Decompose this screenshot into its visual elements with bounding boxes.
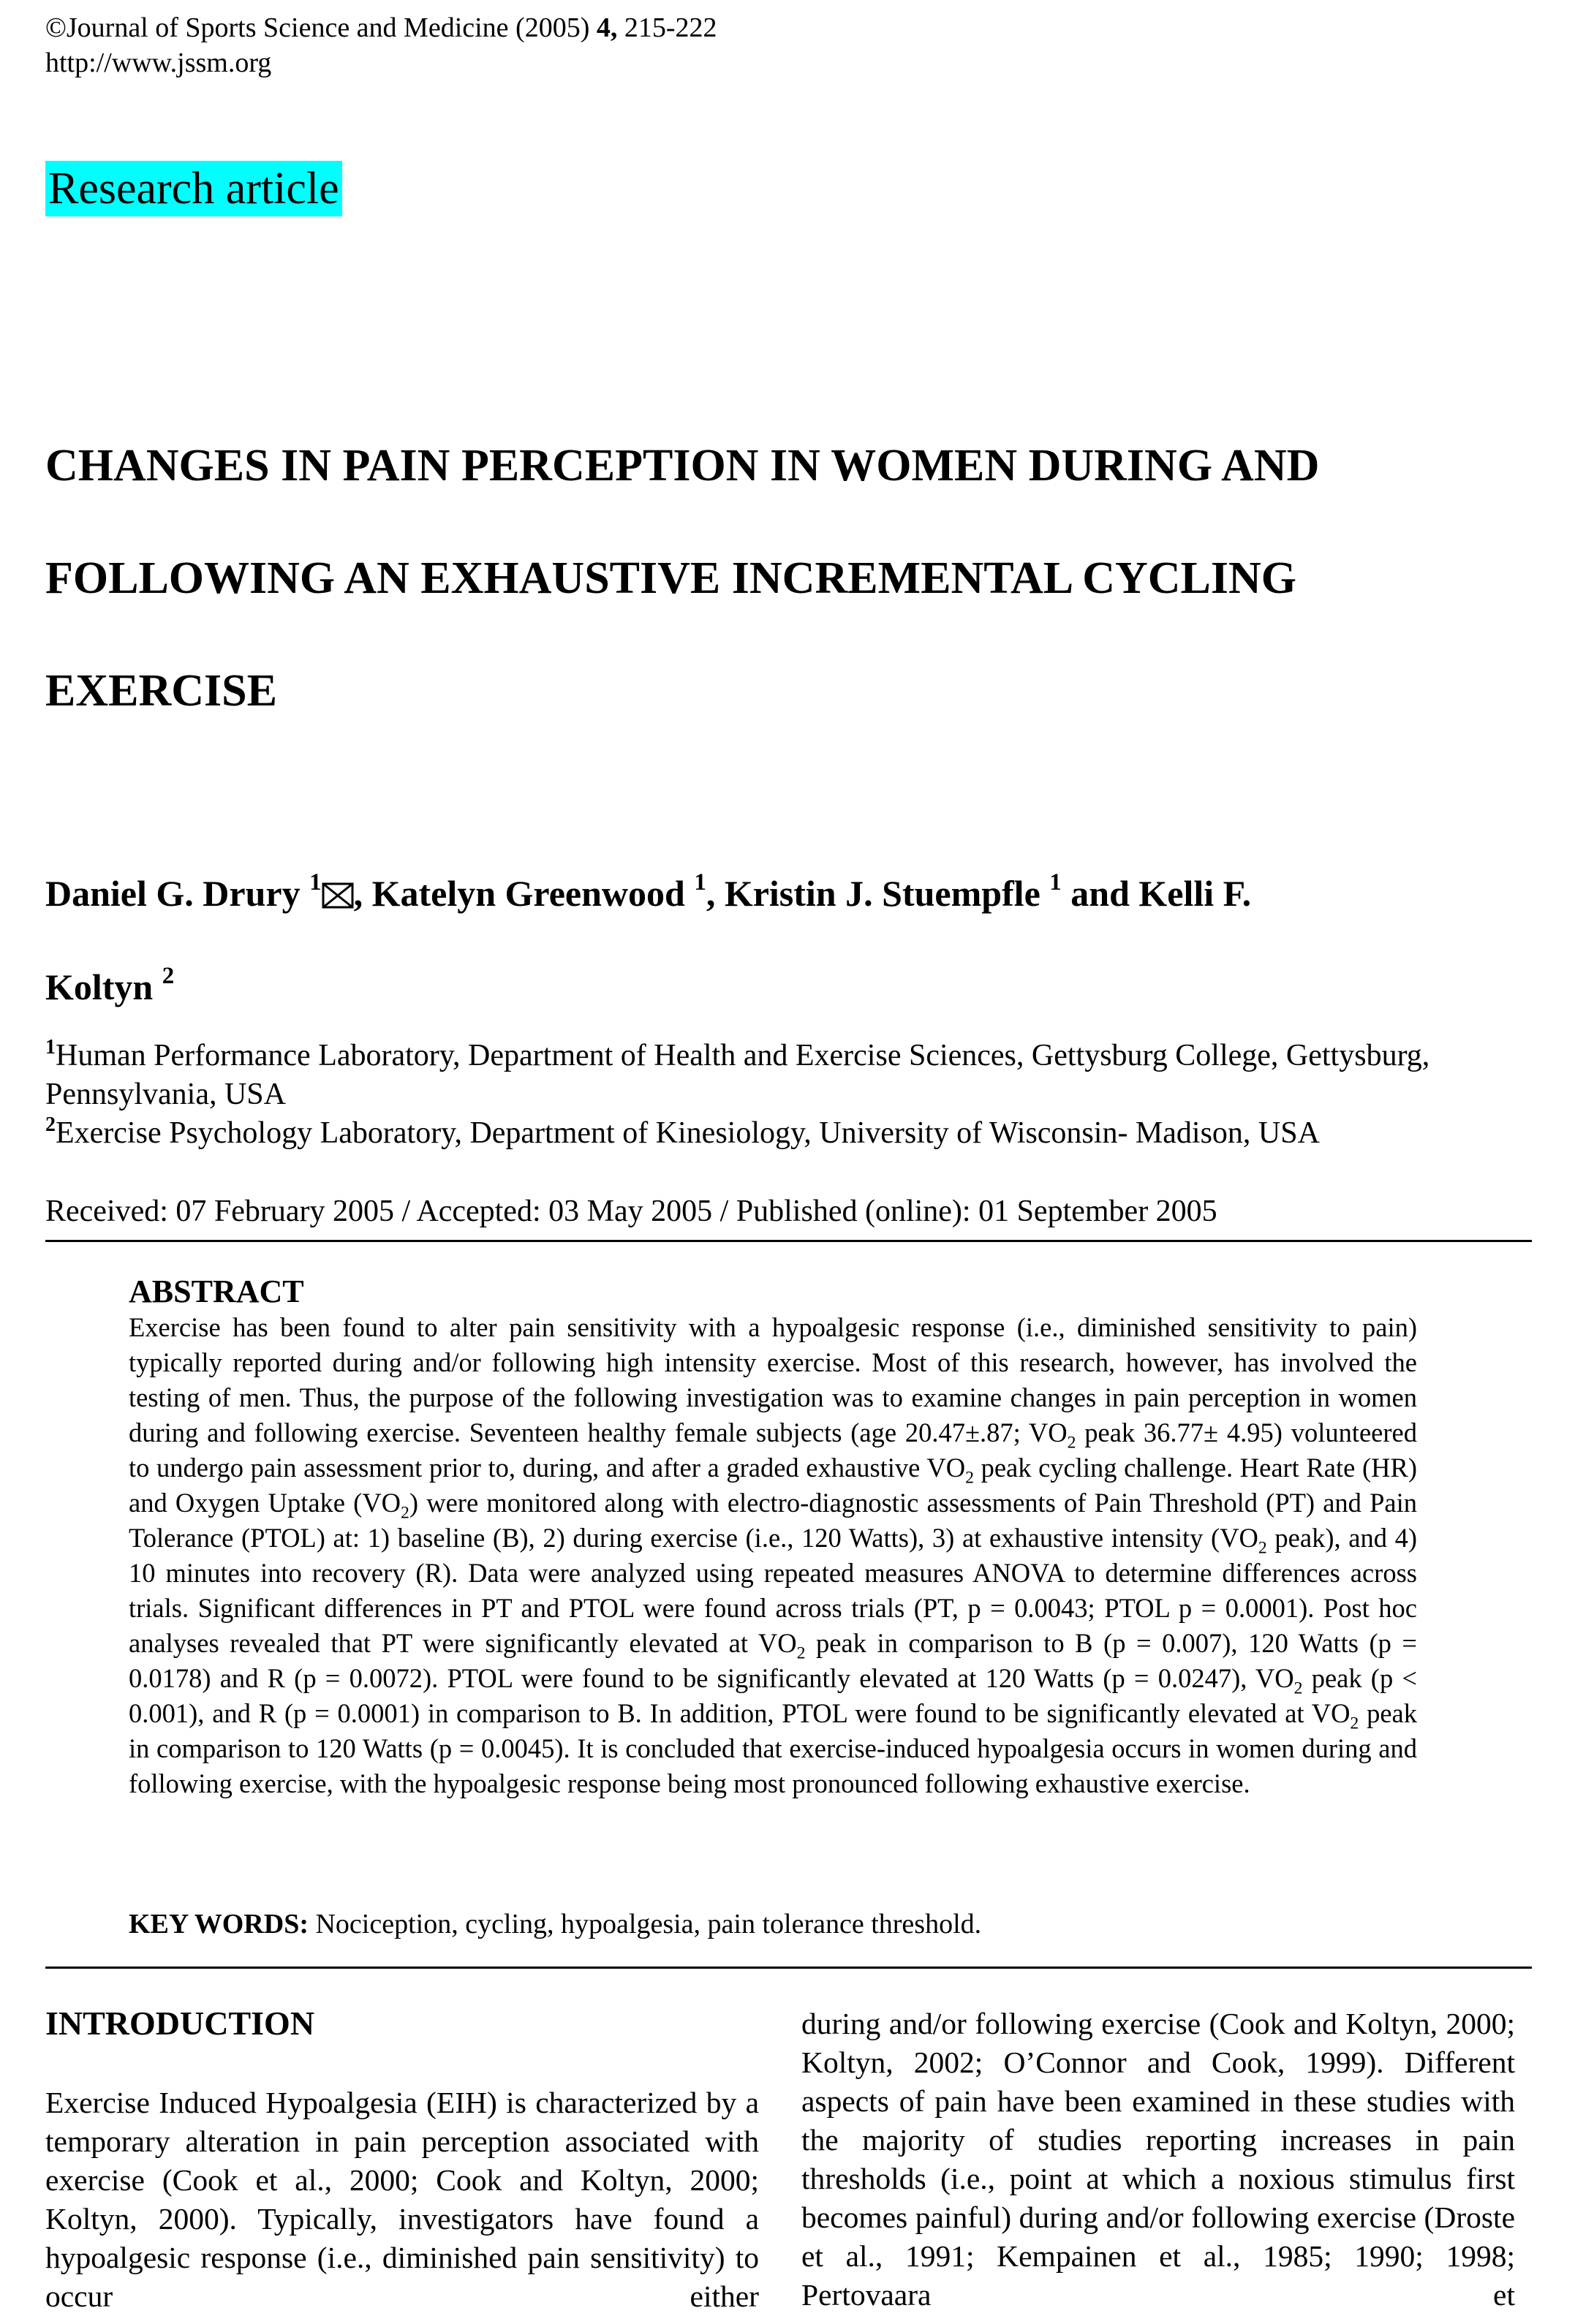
abstract-text: Exercise has been found to alter pain sensitivity with a hypoalgesic response (i.e., diminished sensitivity to pain) typically reported during and/or following high intensity exercise. Most of this research, however, has involved the testing of men. Thus, the purpose of the following investigation was to examine changes in pain perception in women during and following exercise. Seventeen healthy female subjects (age 20.47±.87; $VO_2$ peak 36.77± 4.95) volunteered to undergo pain assessment prior to, during, and after a graded exhaustive $VO_2$ peak cycling challenge. Heart Rate (HR) and Oxygen Uptake $(VO_2)$ were monitored along with electro-diagnostic assessments of Pain Threshold (PT) and Pain Tolerance (PTOL) at: 1) baseline (B), 2) during exercise (i.e., 120 Watts), 3) at exhaustive intensity ($VO_2$ peak), and 4) 10 minutes into recovery (R). Data were analyzed using repeated measures ANOVA to determine differences across trials. Significant differences in PT and PTOL were found across trials (PT, p = 0.0043; PTOL p = 0.0001). Post hoc analyses revealed that PT were significantly elevated at $VO_2$ peak in comparison to B (p = 0.007), 120 Watts (p = 0.0178) and R (p = 0.0072). PTOL were found to be significantly elevated at 120 Watts (p = 0.0247), $VO_2$ peak (p < 0.001), and R (p = 0.0001) in comparison to B. In addition, PTOL were found to be significantly elevated at $VO_2$ peak in comparison to 120 Watts (p = 0.0045). It is concluded that exercise-induced hypoalgesia occurs in women during and following exercise, with the hypoalgesic response being most pronounced following exhaustive exercise. <box>129 1312 1418 1798</box>
keywords: KEY WORDS: Nociception, cycling, hypoalgesia, pain tolerance threshold. <box>129 1909 982 1939</box>
title-line: CHANGES IN PAIN PERCEPTION IN WOMEN DURING AND <box>45 441 1320 491</box>
divider <box>45 1967 1532 1969</box>
publication-dates: Received: 07 February 2005 / Accepted: 03 May 2005 / Published (online): 01 September 2005 <box>45 1195 1217 1228</box>
journal-url[interactable]: http://www.jssm.org <box>45 48 272 78</box>
affiliation-1: $^1$Human Performance Laboratory, Department of Health and Exercise Sciences, Gettysburg College, Gettysburg, Pennsylvania, USA <box>45 1036 1430 1111</box>
envelope-icon[interactable] <box>322 851 354 942</box>
author-line: Daniel G. Drury $^1$ , Katelyn Greenwood $^1$, Kristin J. Stuempfle $^1$ and Kelli F. <box>45 848 1508 942</box>
affiliation-2: $^2$Exercise Psychology Laboratory, Department of Kinesiology, University of Wisconsin- Madison, USA <box>45 1113 1320 1150</box>
author-list <box>45 848 1508 1032</box>
introduction-column-right: during and/or following exercise (Cook and Koltyn, 2000; Koltyn, 2002; O’Connor and Cook, 1999). Different aspects of pain have been examined in these studies with the majority of studies reporting increases in pain thresholds (i.e., point at which a noxious stimulus first becomes painful) during and/or following exercise (Droste et al., 1991; Kempainen et al., 1985; 1990; 1998; Pertovaara et <box>801 2007 1515 2312</box>
introduction-column-left: Exercise Induced Hypoalgesia (EIH) is characterized by a temporary alteration in pain perception associated with exercise (Cook et al., 2000; Cook and Koltyn, 2000; Koltyn, 2000). Typically, investigators have found a hypoalgesic response (i.e., diminished pain sensitivity) to occur either <box>45 2086 759 2313</box>
title-line: FOLLOWING AN EXHAUSTIVE INCREMENTAL CYCLING <box>45 553 1296 603</box>
divider <box>45 1240 1532 1242</box>
abstract-heading: ABSTRACT <box>129 1273 304 1309</box>
article-type-label: Research article <box>45 161 342 216</box>
section-heading-introduction: INTRODUCTION <box>45 2005 315 2042</box>
title-line: EXERCISE <box>45 666 277 716</box>
author-line: Koltyn $^2$ <box>45 963 175 1007</box>
article-title <box>45 409 1508 747</box>
journal-citation: ©Journal of Sports Science and Medicine (2005) 4, 215-222 <box>45 12 717 43</box>
